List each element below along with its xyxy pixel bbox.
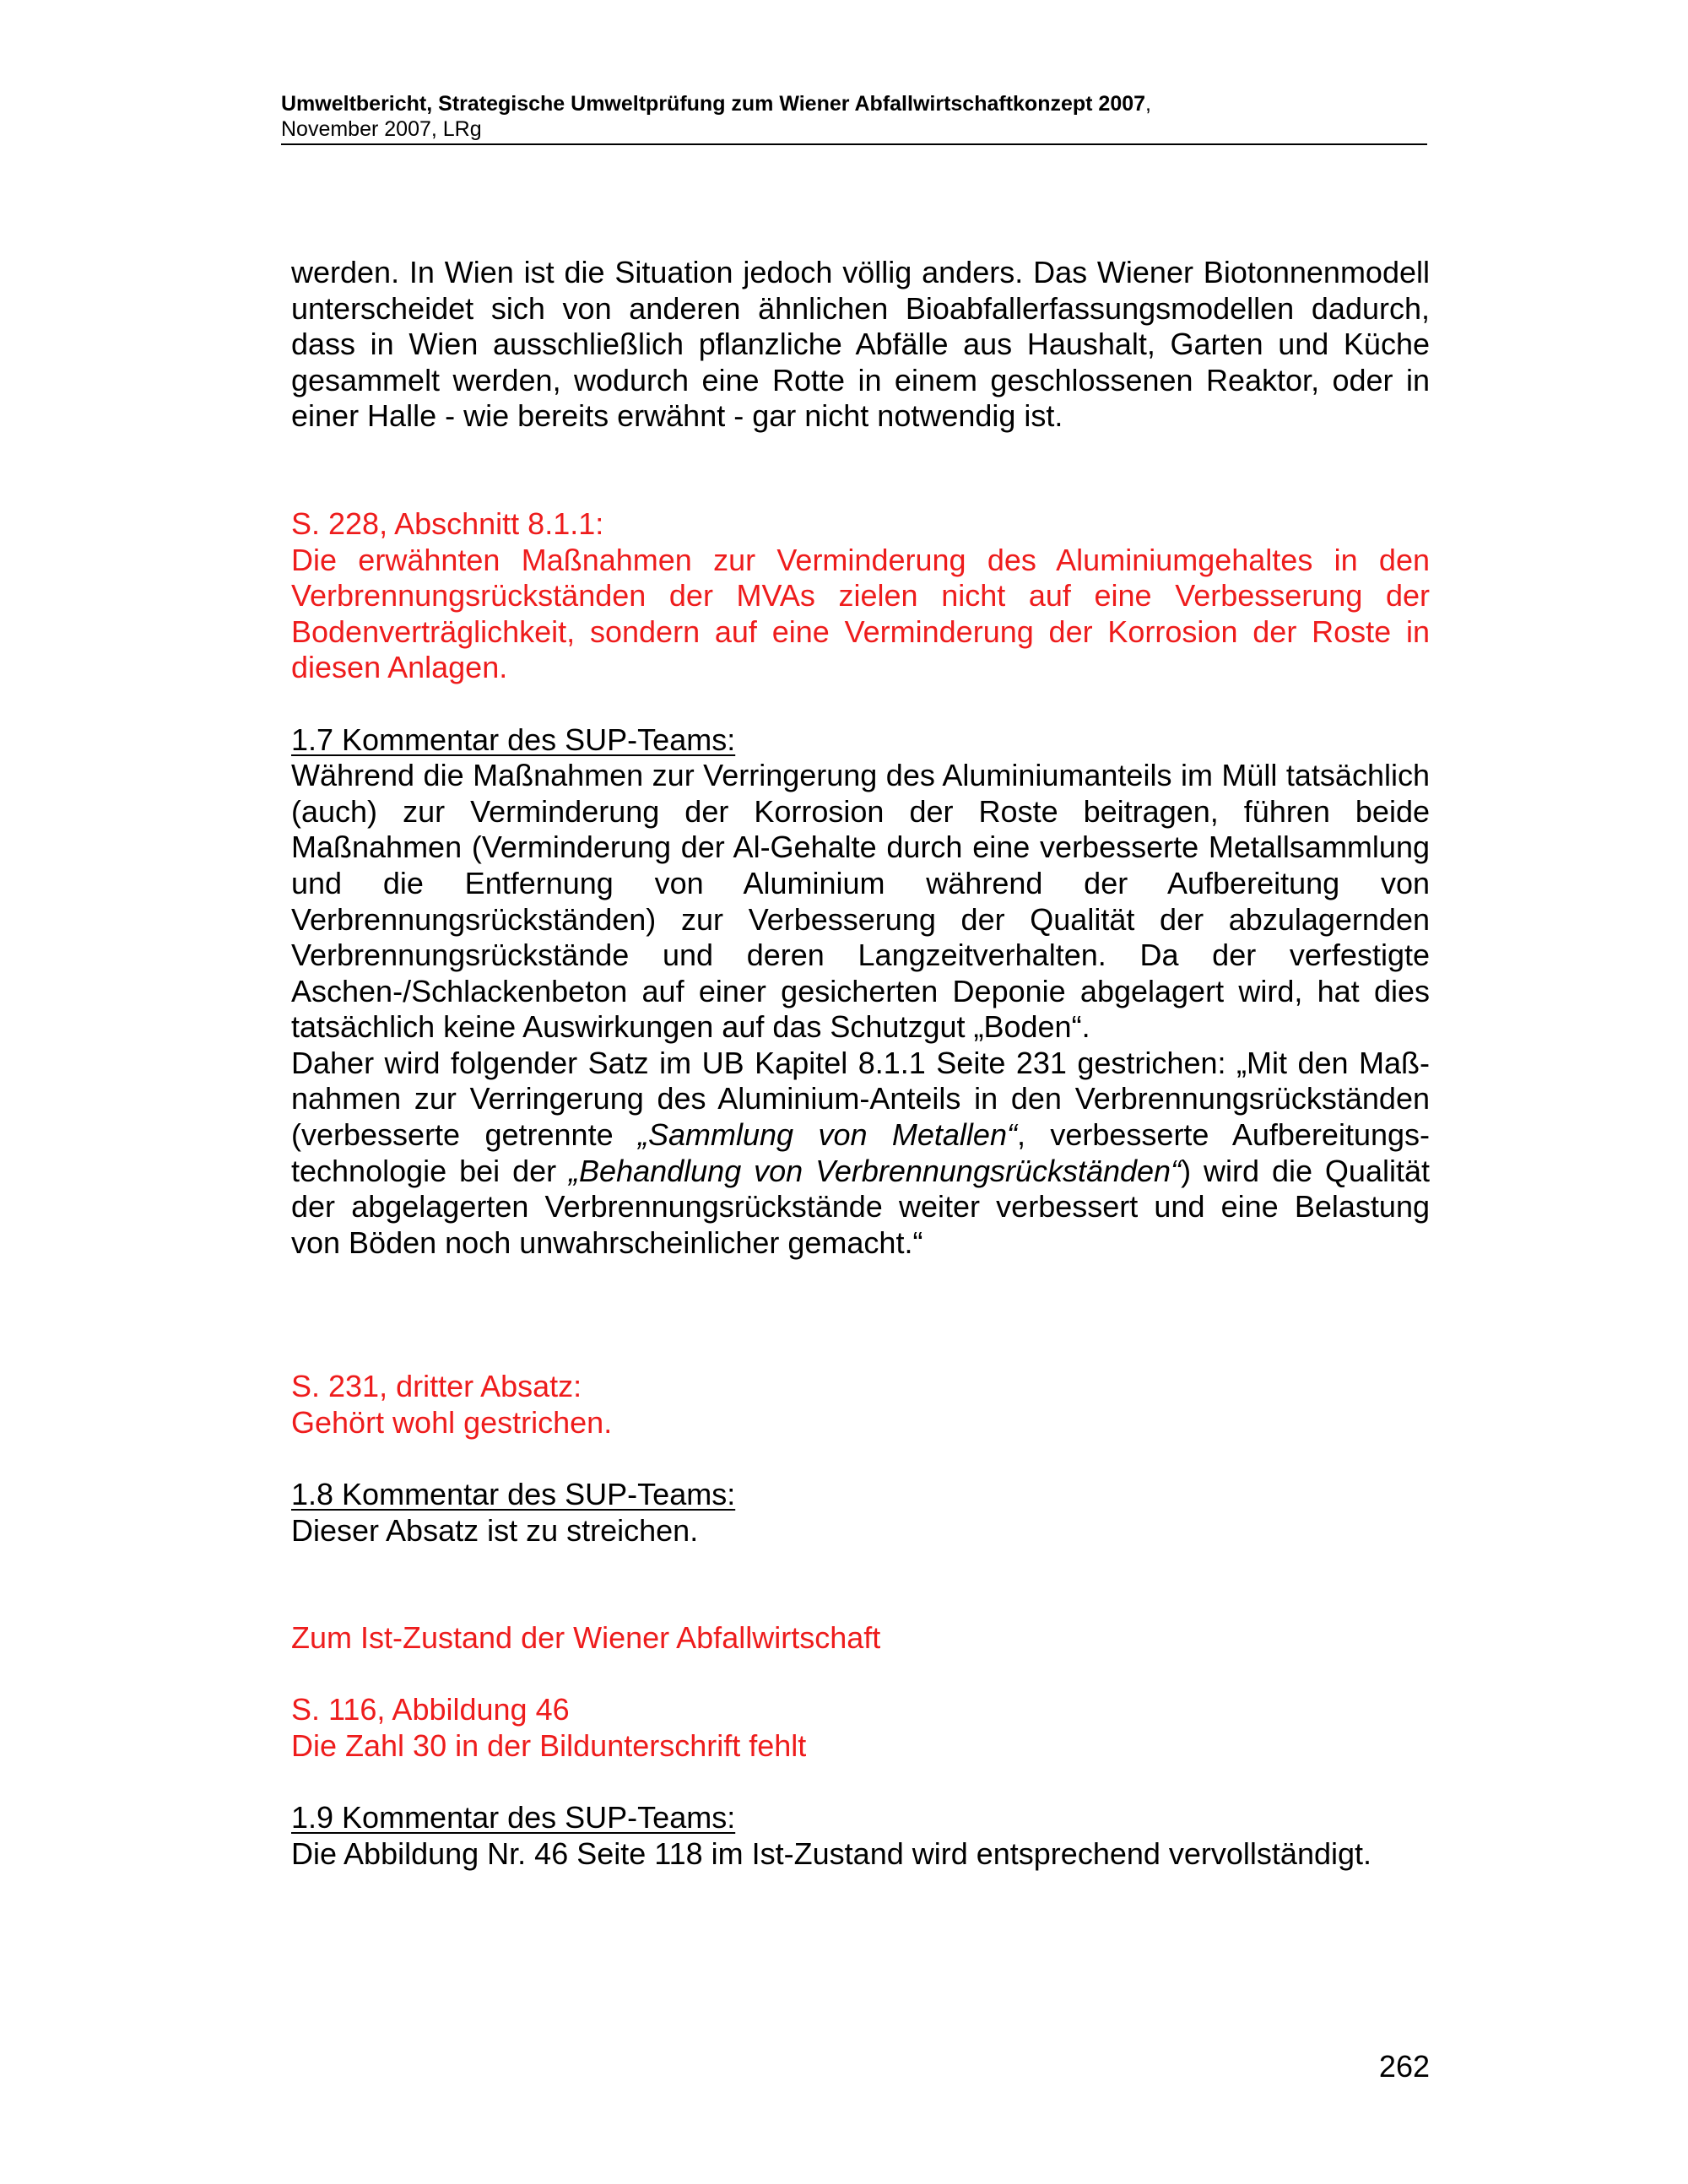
comment-heading-1-9 — [291, 1800, 1430, 1836]
quoted-term-residue-treatment: „Behandlung von Verbrennungsrückständen“ — [569, 1153, 1182, 1188]
comment-text-part: , verbesserte Aufbereitungs-technologie bei der — [291, 1117, 1431, 1188]
spacer — [291, 1765, 1430, 1801]
comment-paragraph-1-7-a: Während die Maßnahmen zur Verringerung des Aluminiumanteils im Müll tatsächlich (auch) zur Verminderung der Korrosion der Roste beitragen, führen beide Maßnahmen (Verminderung der Al-Gehalte durch eine verbesserte Metallsammlung und die Entfernung von Aluminium während der Aufbereitung von Verbrennungsrückständen) zur Verbesserung der Qualität der abzulagernden Verbrennungsrückstände und deren Langzeitverhalten. Da der verfestigte Aschen-/Schlackenbeton auf einer gesicherten Deponie abgelagert wird, hat dies tatsächlich keine Auswirkungen auf das Schutzgut „Boden“. — [291, 758, 1430, 1045]
comment-text-1-8: Dieser Absatz ist zu streichen. — [291, 1512, 699, 1548]
spacer — [291, 1549, 1430, 1620]
header-title-line — [281, 91, 1427, 116]
spacer — [291, 435, 1430, 506]
comment-title-1-7: 1.7 Kommentar des SUP-Teams: — [291, 722, 736, 757]
comment-text-part: ) wird die Qualität der abgelagerten Verbrennungsrückstände weiter verbessert und eine Belastung von Böden noch unwahrscheinlicher gemacht.“ — [291, 1153, 1430, 1260]
remark-text-116: Die Zahl 30 in der Bildunterschrift fehlt — [291, 1727, 807, 1763]
intro-paragraph: werden. In Wien ist die Situation jedoch völlig anders. Das Wiener Biotonnenmodell unterscheidet sich von anderen ähnlichen Bioabfallerfassungsmodellen dadurch, dass in Wien ausschließlich pflanzliche Abfälle aus Haushalt, Garten und Küche gesammelt werden, wodurch eine Rotte in einem geschlossenen Reaktor, oder in einer Halle - wie bereits erwähnt - gar nicht notwendig ist. — [291, 255, 1430, 434]
header-title-comma: , — [1145, 92, 1151, 116]
page-number: 262 — [1378, 2049, 1430, 2084]
spacer — [291, 1441, 1430, 1477]
spacer — [291, 1261, 1430, 1369]
remark-text-228: Die erwähnten Maßnahmen zur Verminderung des Aluminiumgehaltes in den Verbrennungsrückständen der MVAs zielen nicht auf eine Verbesserung der Bodenverträglichkeit, sondern auf eine Verminderung der Korrosion der Roste in diesen Anlagen. — [291, 542, 1430, 685]
comment-title-1-9: 1.9 Kommentar des SUP-Teams: — [291, 1800, 736, 1835]
section-heading-ist-zustand: Zum Ist-Zustand der Wiener Abfallwirtschaft — [291, 1620, 881, 1656]
header-subtitle: November 2007, LRg — [281, 117, 482, 141]
comment-heading-1-7 — [291, 722, 1430, 759]
page-body — [291, 255, 1430, 1872]
comment-heading-1-8 — [291, 1477, 1430, 1513]
comment-text-part: Daher wird folgender Satz im UB Kapitel 8.1.1 Seite 231 gestrichen: „Mit den Maß-nahmen zur Verringerung des Aluminium-Anteils in den Verbrennungsrückständen (verbesserte getrennte — [291, 1045, 1430, 1153]
header-title: Umweltbericht, Strategische Umweltprüfung zum Wiener Abfallwirtschaftkonzept 2007 — [281, 92, 1146, 116]
comment-title-1-8: 1.8 Kommentar des SUP-Teams: — [291, 1477, 736, 1512]
spacer — [291, 686, 1430, 722]
remark-reference-228: S. 228, Abschnitt 8.1.1: — [291, 505, 604, 541]
remark-reference-231: S. 231, dritter Absatz: — [291, 1369, 582, 1404]
running-header — [281, 91, 1427, 145]
comment-text-1-9: Die Abbildung Nr. 46 Seite 118 im Ist-Zustand wird entsprechend vervollständigt. — [291, 1835, 1372, 1871]
remark-reference-116: S. 116, Abbildung 46 — [291, 1692, 570, 1727]
spacer — [291, 1657, 1430, 1693]
remark-text-231: Gehört wohl gestrichen. — [291, 1404, 613, 1440]
comment-paragraph-1-7-b — [291, 1046, 1430, 1262]
quoted-term-metal-collection: „Sammlung von Metallen“ — [638, 1117, 1017, 1153]
